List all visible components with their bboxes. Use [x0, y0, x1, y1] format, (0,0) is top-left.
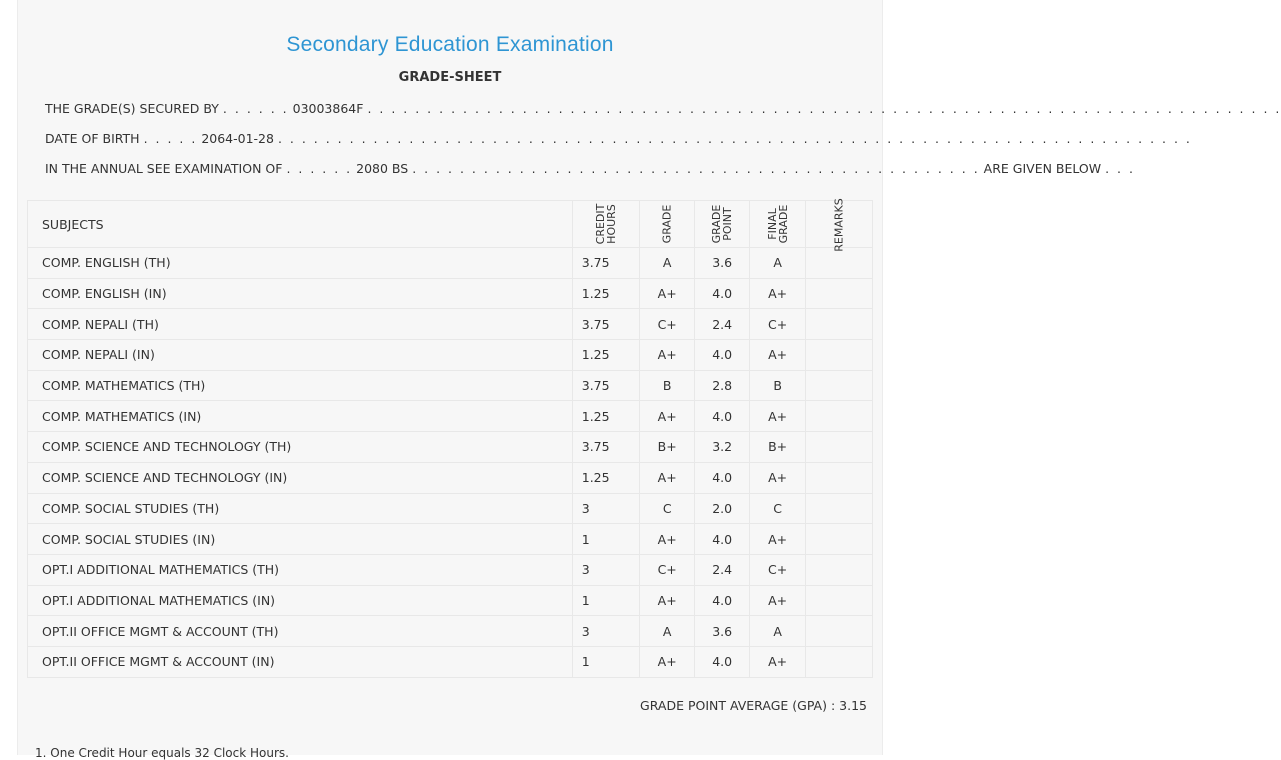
header-grade-label: GRADE: [660, 204, 674, 244]
dob-label: DATE OF BIRTH: [45, 131, 140, 146]
credit-hours-cell: 3.75: [572, 370, 640, 401]
subject-cell: OPT.II OFFICE MGMT & ACCOUNT (TH): [28, 616, 573, 647]
grades-table: [27, 200, 873, 678]
grade-point-cell: 2.4: [694, 309, 749, 340]
grade-cell: C+: [640, 309, 694, 340]
exam-label: IN THE ANNUAL SEE EXAMINATION OF: [45, 161, 283, 176]
final-grade-cell: C: [750, 493, 805, 524]
subject-cell: COMP. MATHEMATICS (IN): [28, 401, 573, 432]
final-grade-cell: A: [750, 616, 805, 647]
remarks-cell: [805, 554, 872, 585]
dob-value: 2064-01-28: [201, 131, 274, 146]
remarks-cell: [805, 401, 872, 432]
table-row: [28, 370, 873, 401]
subject-cell: COMP. NEPALI (IN): [28, 340, 573, 371]
table-row: [28, 462, 873, 493]
grade-sheet-heading: GRADE-SHEET: [398, 70, 502, 85]
credit-hours-cell: 1.25: [572, 401, 640, 432]
info-date-of-birth: [45, 131, 1192, 149]
grade-point-cell: 4.0: [694, 401, 749, 432]
final-grade-cell: A+: [750, 462, 805, 493]
subject-cell: COMP. ENGLISH (IN): [28, 278, 573, 309]
header-remarks: [805, 198, 872, 252]
gpa-value: 3.15: [839, 698, 867, 713]
grade-cell: A+: [640, 340, 694, 371]
grade-point-cell: 3.6: [694, 248, 749, 279]
grade-point-cell: 2.0: [694, 493, 749, 524]
leader-dots: . . . . . . . . . . . . . . . . . . . . . . . . . . . . . . . . . . . . . . . . . . . . . . . . . . . . . . . . . . . . . . . . . . . . . . . . . . . . .: [277, 131, 1192, 146]
final-grade-cell: B: [750, 370, 805, 401]
remarks-cell: [805, 432, 872, 463]
remarks-cell: [805, 462, 872, 493]
grade-cell: B: [640, 370, 694, 401]
credit-hours-cell: 1: [572, 524, 640, 555]
final-grade-cell: A+: [750, 585, 805, 616]
final-grade-cell: A+: [750, 524, 805, 555]
final-grade-cell: A+: [750, 646, 805, 677]
table-row: [28, 616, 873, 647]
grade-point-cell: 4.0: [694, 278, 749, 309]
header-remarks-label: REMARKS: [832, 198, 846, 252]
credit-hours-cell: 3.75: [572, 248, 640, 279]
subject-cell: COMP. ENGLISH (TH): [28, 248, 573, 279]
symbol-number: 03003864F: [292, 101, 364, 116]
grade-cell: A+: [640, 585, 694, 616]
subject-cell: COMP. SOCIAL STUDIES (IN): [28, 524, 573, 555]
header-grade: [640, 201, 694, 248]
exam-suffix: ARE GIVEN BELOW: [983, 161, 1102, 176]
table-header-row: [28, 201, 873, 248]
header-subjects: SUBJECTS: [28, 201, 573, 248]
header-final-grade: [750, 201, 805, 248]
remarks-cell: [805, 340, 872, 371]
credit-hours-cell: 3.75: [572, 432, 640, 463]
secured-by-label: THE GRADE(S) SECURED BY: [45, 101, 219, 116]
remarks-cell: [805, 248, 872, 279]
final-grade-cell: A: [750, 248, 805, 279]
header-grade-point: [694, 201, 749, 248]
grade-cell: A+: [640, 401, 694, 432]
subject-cell: OPT.II OFFICE MGMT & ACCOUNT (IN): [28, 646, 573, 677]
credit-hours-cell: 1.25: [572, 340, 640, 371]
remarks-cell: [805, 370, 872, 401]
remarks-cell: [805, 524, 872, 555]
grades-table-body: [28, 248, 873, 678]
credit-hours-cell: 3: [572, 493, 640, 524]
gpa-summary: [640, 698, 867, 713]
table-row: [28, 646, 873, 677]
remarks-cell: [805, 585, 872, 616]
table-row: [28, 554, 873, 585]
final-grade-cell: B+: [750, 432, 805, 463]
leader-dots: . . . . . . . . . . . . . . . . . . . . . . . . . . . . . . . . . . . . . . . . . . . . . . . . . . . . . . . . . . . . . . . . . . . . . . . . . . . . .: [367, 101, 1281, 116]
subject-cell: COMP. SOCIAL STUDIES (TH): [28, 493, 573, 524]
table-row: [28, 432, 873, 463]
grade-point-cell: 4.0: [694, 646, 749, 677]
final-grade-cell: A+: [750, 340, 805, 371]
table-row: [28, 401, 873, 432]
grade-cell: A+: [640, 646, 694, 677]
final-grade-cell: C+: [750, 554, 805, 585]
subject-cell: COMP. NEPALI (TH): [28, 309, 573, 340]
final-grade-cell: A+: [750, 278, 805, 309]
grade-cell: A+: [640, 524, 694, 555]
credit-hours-cell: 3: [572, 554, 640, 585]
credit-hours-cell: 1.25: [572, 278, 640, 309]
remarks-cell: [805, 493, 872, 524]
subject-cell: COMP. SCIENCE AND TECHNOLOGY (IN): [28, 462, 573, 493]
remarks-cell: [805, 278, 872, 309]
grade-sheet: [17, 0, 1281, 760]
grade-cell: A: [640, 248, 694, 279]
final-grade-cell: C+: [750, 309, 805, 340]
subject-cell: OPT.I ADDITIONAL MATHEMATICS (TH): [28, 554, 573, 585]
header-credit-hours: [572, 201, 640, 248]
grade-point-cell: 4.0: [694, 585, 749, 616]
remarks-cell: [805, 646, 872, 677]
table-row: [28, 340, 873, 371]
credit-hours-cell: 1: [572, 646, 640, 677]
grade-point-cell: 2.4: [694, 554, 749, 585]
credit-hours-cell: 1: [572, 585, 640, 616]
table-row: [28, 585, 873, 616]
exam-title: Secondary Education Examination: [286, 33, 614, 56]
credit-hours-cell: 3.75: [572, 309, 640, 340]
table-row: [28, 493, 873, 524]
credit-hours-cell: 1.25: [572, 462, 640, 493]
grade-point-cell: 4.0: [694, 462, 749, 493]
info-secured-by: [45, 101, 1281, 119]
grade-cell: A+: [640, 278, 694, 309]
grade-point-cell: 3.6: [694, 616, 749, 647]
header-grade-point-label: GRADE POINT: [710, 204, 735, 244]
leader-dots: . . . . . .: [222, 101, 289, 116]
subject-cell: COMP. SCIENCE AND TECHNOLOGY (TH): [28, 432, 573, 463]
table-row: [28, 278, 873, 309]
subject-cell: COMP. MATHEMATICS (TH): [28, 370, 573, 401]
footnote: 1. One Credit Hour equals 32 Clock Hours.: [35, 746, 289, 760]
remarks-cell: [805, 309, 872, 340]
credit-hours-cell: 3: [572, 616, 640, 647]
header-credit-hours-label: CREDIT HOURS: [594, 203, 619, 245]
gpa-label: GRADE POINT AVERAGE (GPA) :: [640, 698, 836, 713]
grade-cell: C+: [640, 554, 694, 585]
leader-dots: . . .: [1105, 161, 1135, 176]
leader-dots: . . . . . .: [286, 161, 353, 176]
grade-cell: A+: [640, 462, 694, 493]
grade-point-cell: 3.2: [694, 432, 749, 463]
grade-cell: B+: [640, 432, 694, 463]
grade-point-cell: 2.8: [694, 370, 749, 401]
grade-point-cell: 4.0: [694, 524, 749, 555]
table-row: [28, 309, 873, 340]
grade-cell: C: [640, 493, 694, 524]
leader-dots: . . . . .: [143, 131, 198, 146]
grade-cell: A: [640, 616, 694, 647]
final-grade-cell: A+: [750, 401, 805, 432]
header-final-grade-label: FINAL GRADE: [765, 204, 790, 244]
subject-cell: OPT.I ADDITIONAL MATHEMATICS (IN): [28, 585, 573, 616]
table-row: [28, 248, 873, 279]
exam-year: 2080 BS: [356, 161, 409, 176]
leader-dots: . . . . . . . . . . . . . . . . . . . . . . . . . . . . . . . . . . . . . . . . . . . . . . . .: [412, 161, 980, 176]
remarks-cell: [805, 616, 872, 647]
table-row: [28, 524, 873, 555]
grade-point-cell: 4.0: [694, 340, 749, 371]
info-exam: [45, 161, 1135, 179]
